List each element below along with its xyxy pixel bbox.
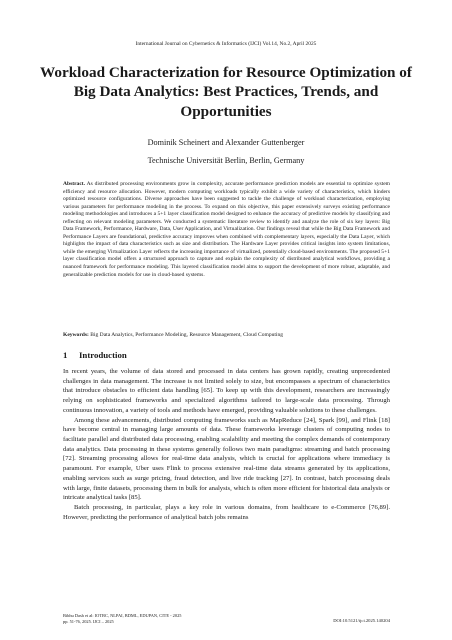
paper-title: Workload Characterization for Resource Optimization of Big Data Analytics: Best Practices, Trends, and Opportunities (40, 64, 412, 120)
journal-header: International Journal on Cybernetics & Informatics (IJCI) Vol.14, No.2, April 2025 (135, 41, 317, 47)
section-body (63, 367, 390, 523)
paper-affiliation: Technische Universität Berlin, Berlin, Germany (147, 156, 305, 165)
abstract-label: Abstract. (63, 181, 86, 187)
body-paragraph-2: Among these advancements, distributed computing frameworks such as MapReduce [24], Spark [99], and Flink [18] have become central in managing large amounts of data. These frameworks leverage clusters of computing nodes to facilitate parallel and distributed data processing, enabling scalability and meeting the complex demands of contemporary data analytics. Data processing in these systems generally follows two main paradigms: streaming and batch processing [72]. Streaming processing allows for real-time data analysis, which is crucial for applications where immediacy is paramount. For example, Uber uses Flink to process extensive real-time data streams generated by its applications, enabling services such as surge pricing, fraud detection, and live ride tracking [27]. In contrast, batch processing deals with large, finite datasets, processing them in bulk for analysis, which is often more efficient for historical data analysis or intricate analytical tasks [85]. (63, 416, 390, 502)
paper-authors: Dominik Scheinert and Alexander Guttenberger (147, 138, 305, 147)
keywords-text: Big Data Analytics, Performance Modeling, Resource Management, Cloud Computing (90, 332, 283, 338)
footer-doi: DOI:10.5121/ijci.2025.140204 (333, 618, 390, 623)
footer-citation-line-2: pp. 51-76, 2025. IJCI – 2025 (63, 618, 114, 624)
keywords-label: Keywords: (63, 332, 89, 338)
body-paragraph-3: Batch processing, in particular, plays a key role in various domains, from healthcare to e-Commerce [76,89]. However, predicting the performance of analytical batch jobs remains (63, 504, 390, 521)
abstract-text: As distributed processing environments grow in complexity, accurate performance prediction models are essential to optimize system efficiency and resource allocation. However, modern computing workloads typically exhibit a wide variety of characteristics, which hinders optimized resource configurations. Diverse approaches have been suggested to tackle the challenge of workload characterization, employing various parameters for performance modeling in the process. To expand on this objective, this paper extensively surveys existing performance modeling methodologies and introduces a 5+1 layer classification model designed to enhance the accuracy of predictive models by classifying and reflecting on relevant modeling parameters. We conducted a systematic literature review to identify and analyze the role of six key layers: Big Data Framework, Performance, Hardware, Data, User Application, and Virtualization. Our findings reveal that while the Big Data Framework and Performance Layers are foundational, predictive accuracy improves when combined with complementary layers, especially the Data Layer, which highlights the impact of data characteristics such as size and distribution. The Hardware Layer provides critical insights into system limitations, while the emerging Virtualization Layer reflects the increasing importance of virtualized, potentially cloud-based environments. The proposed 5+1 layer classification model offers a structured approach to capture and explain the complexity of distributed analytical workflows, providing a nuanced framework for performance modeling. This layered classification model aims to support the development of more robust, adaptable, and generalizable prediction models for use in cloud-based systems. (63, 181, 390, 278)
section-heading (63, 350, 390, 360)
body-paragraph-1: In recent years, the volume of data stored and processed in data centers has grown rapidly, creating unprecedented challenges in data management. The increase is not limited solely to size, but encompasses a spectrum of characteristics that introduce obstacles to efficient data handling [65]. To keep up with this development, researchers are increasingly relying on sophisticated frameworks and specialized algorithms tailored to large-scale data processing. Through continuous innovation, a variety of tools and methods have emerged, providing valuable solutions to these challenges. (63, 368, 390, 414)
abstract (63, 181, 390, 279)
section-title: Introduction (79, 350, 127, 360)
keywords (63, 332, 390, 340)
footer-citation-line-1: Bibhu Dash et al: IOTBC, NLPAI, BDML, EDUPAN, CITE - 2025 (63, 613, 182, 618)
section-number: 1 (63, 350, 68, 360)
